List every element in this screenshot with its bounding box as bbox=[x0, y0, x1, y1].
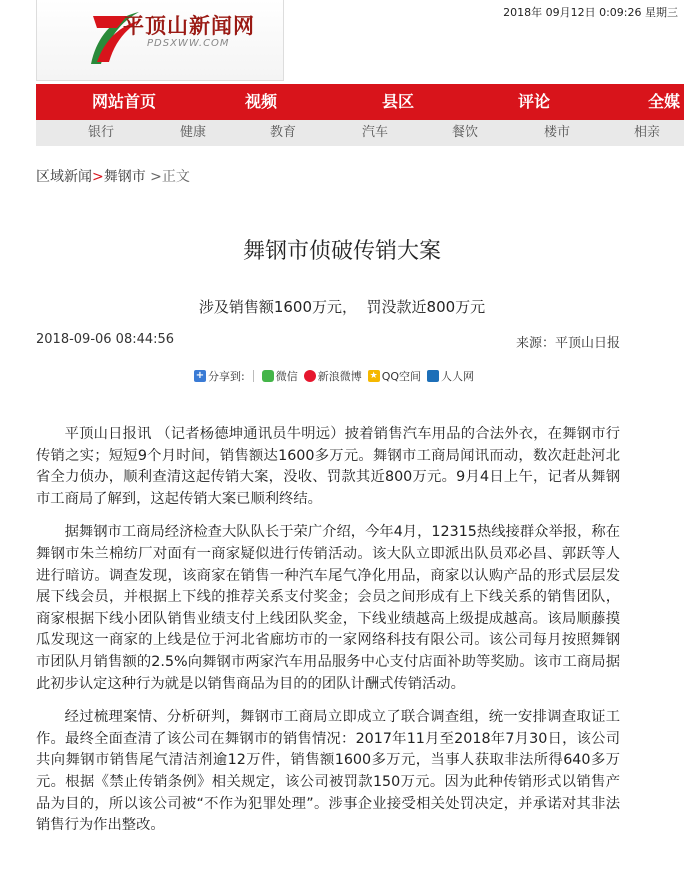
subnav-item-education[interactable]: 教育 bbox=[270, 125, 297, 140]
share-label: 分享到: bbox=[208, 370, 245, 383]
article-title: 舞钢市侦破传销大案 bbox=[242, 239, 441, 264]
site-logo[interactable] bbox=[36, 0, 284, 81]
breadcrumb-wugang[interactable]: 舞钢市 bbox=[103, 169, 146, 185]
share-renren-label: 人人网 bbox=[441, 370, 475, 383]
breadcrumb-current: 正文 bbox=[161, 169, 190, 185]
share-divider bbox=[253, 370, 254, 382]
nav-item-county[interactable]: 县区 bbox=[382, 92, 415, 111]
logo-url: PDSXWW.COM bbox=[147, 38, 230, 49]
share-bar bbox=[194, 368, 480, 384]
article-date: 2018-09-06 08:44:56 bbox=[36, 332, 175, 347]
subnav-item-realestate[interactable]: 楼市 bbox=[544, 125, 571, 140]
plus-icon: + bbox=[195, 370, 205, 381]
nav-item-allmedia[interactable]: 全媒 bbox=[648, 92, 681, 111]
nav-item-home[interactable]: 网站首页 bbox=[92, 92, 157, 111]
share-more-button[interactable] bbox=[194, 368, 245, 384]
article-paragraph: 平顶山日报讯 （记者杨德坤通讯员牛明远）披着销售汽车用品的合法外衣，在舞钢市行传销之实；短短9个月时间，销售额达1600多万元。舞钢市工商局闻讯而动，数次赶赴河北省全力侦办，顺利查清这起传销大案，没收、罚款其近800万元。9月4日上午，记者从舞钢市工商局了解到，这起传销大案已顺利终结。 bbox=[36, 426, 620, 507]
subnav-item-dating[interactable]: 相亲 bbox=[634, 125, 661, 140]
logo-title: 平顶山新闻网 bbox=[123, 14, 255, 38]
share-weibo-label: 新浪微博 bbox=[317, 370, 362, 383]
sub-nav bbox=[36, 120, 684, 146]
article-source: 来源：平顶山日报 bbox=[515, 336, 620, 351]
breadcrumb-separator: > bbox=[145, 169, 162, 185]
share-qzone-label: QQ空间 bbox=[381, 370, 422, 383]
header-datetime: 2018年 09月12日 0:09:26 星期三 bbox=[503, 6, 678, 19]
main-nav bbox=[36, 84, 684, 120]
subnav-item-bank[interactable]: 银行 bbox=[88, 125, 115, 140]
weibo-icon bbox=[304, 370, 316, 382]
subnav-item-dining[interactable]: 餐饮 bbox=[452, 125, 479, 140]
subnav-item-auto[interactable]: 汽车 bbox=[362, 125, 389, 140]
qzone-icon: ★ bbox=[369, 371, 378, 381]
breadcrumb bbox=[36, 166, 190, 186]
renren-icon bbox=[427, 370, 439, 382]
wechat-icon bbox=[262, 370, 274, 382]
share-wechat-button[interactable] bbox=[262, 368, 298, 384]
article-paragraph: 经过梳理案情、分析研判，舞钢市工商局立即成立了联合调查组，统一安排调查取证工作。最终全面查清了该公司在舞钢市的销售情况：2017年11月至2018年7月30日，该公司共向舞钢市销售尾气清洁剂逾12万件，销售额1600多万元，当事人获取非法所得640多万元。根据《禁止传销条例》相关规定，该公司被罚款150万元。因为此种传销形式以销售产品为目的，所以该公司被“不作为犯罪处理”。涉事企业接受相关处罚决定，并承诺对其非法销售行为作出整改。 bbox=[36, 709, 620, 834]
article-subtitle: 涉及销售额1600万元， 罚没款近800万元 bbox=[198, 298, 486, 316]
article-body bbox=[36, 424, 620, 849]
subnav-item-health[interactable]: 健康 bbox=[180, 125, 207, 140]
share-renren-button[interactable] bbox=[427, 368, 474, 384]
share-wechat-label: 微信 bbox=[275, 370, 298, 383]
share-qzone-button[interactable] bbox=[368, 368, 421, 384]
share-weibo-button[interactable] bbox=[304, 368, 362, 384]
article-paragraph: 据舞钢市工商局经济检查大队队长于荣广介绍，今年4月，12315热线接群众举报，称在舞钢市朱兰棉纺厂对面有一商家疑似进行传销活动。该大队立即派出队员邓必昌、郭跃等人进行暗访。调查发现，该商家在销售一种汽车尾气净化用品，商家以认购产品的形式层层发展下线会员，并根据上下线的推荐关系支付奖金；会员之间形成有上下线关系的销售团队，商家根据下线小团队销售业绩支付上线团队奖金，下线业绩越高上级提成越高。该局顺藤摸瓜发现这一商家的上线是位于河北省廊坊市的一家网络科技有限公司。该公司每月按照舞钢市团队月销售额的2.5%向舞钢市两家汽车用品服务中心支付店面补助等奖励。该市工商局据此初步认定这种行为就是以销售商品为目的的团队计酬式传销活动。 bbox=[36, 524, 620, 692]
nav-item-comment[interactable]: 评论 bbox=[518, 92, 551, 111]
breadcrumb-regional-news[interactable]: 区域新闻 bbox=[36, 169, 92, 185]
nav-item-video[interactable]: 视频 bbox=[245, 92, 278, 111]
breadcrumb-separator: > bbox=[92, 169, 104, 185]
